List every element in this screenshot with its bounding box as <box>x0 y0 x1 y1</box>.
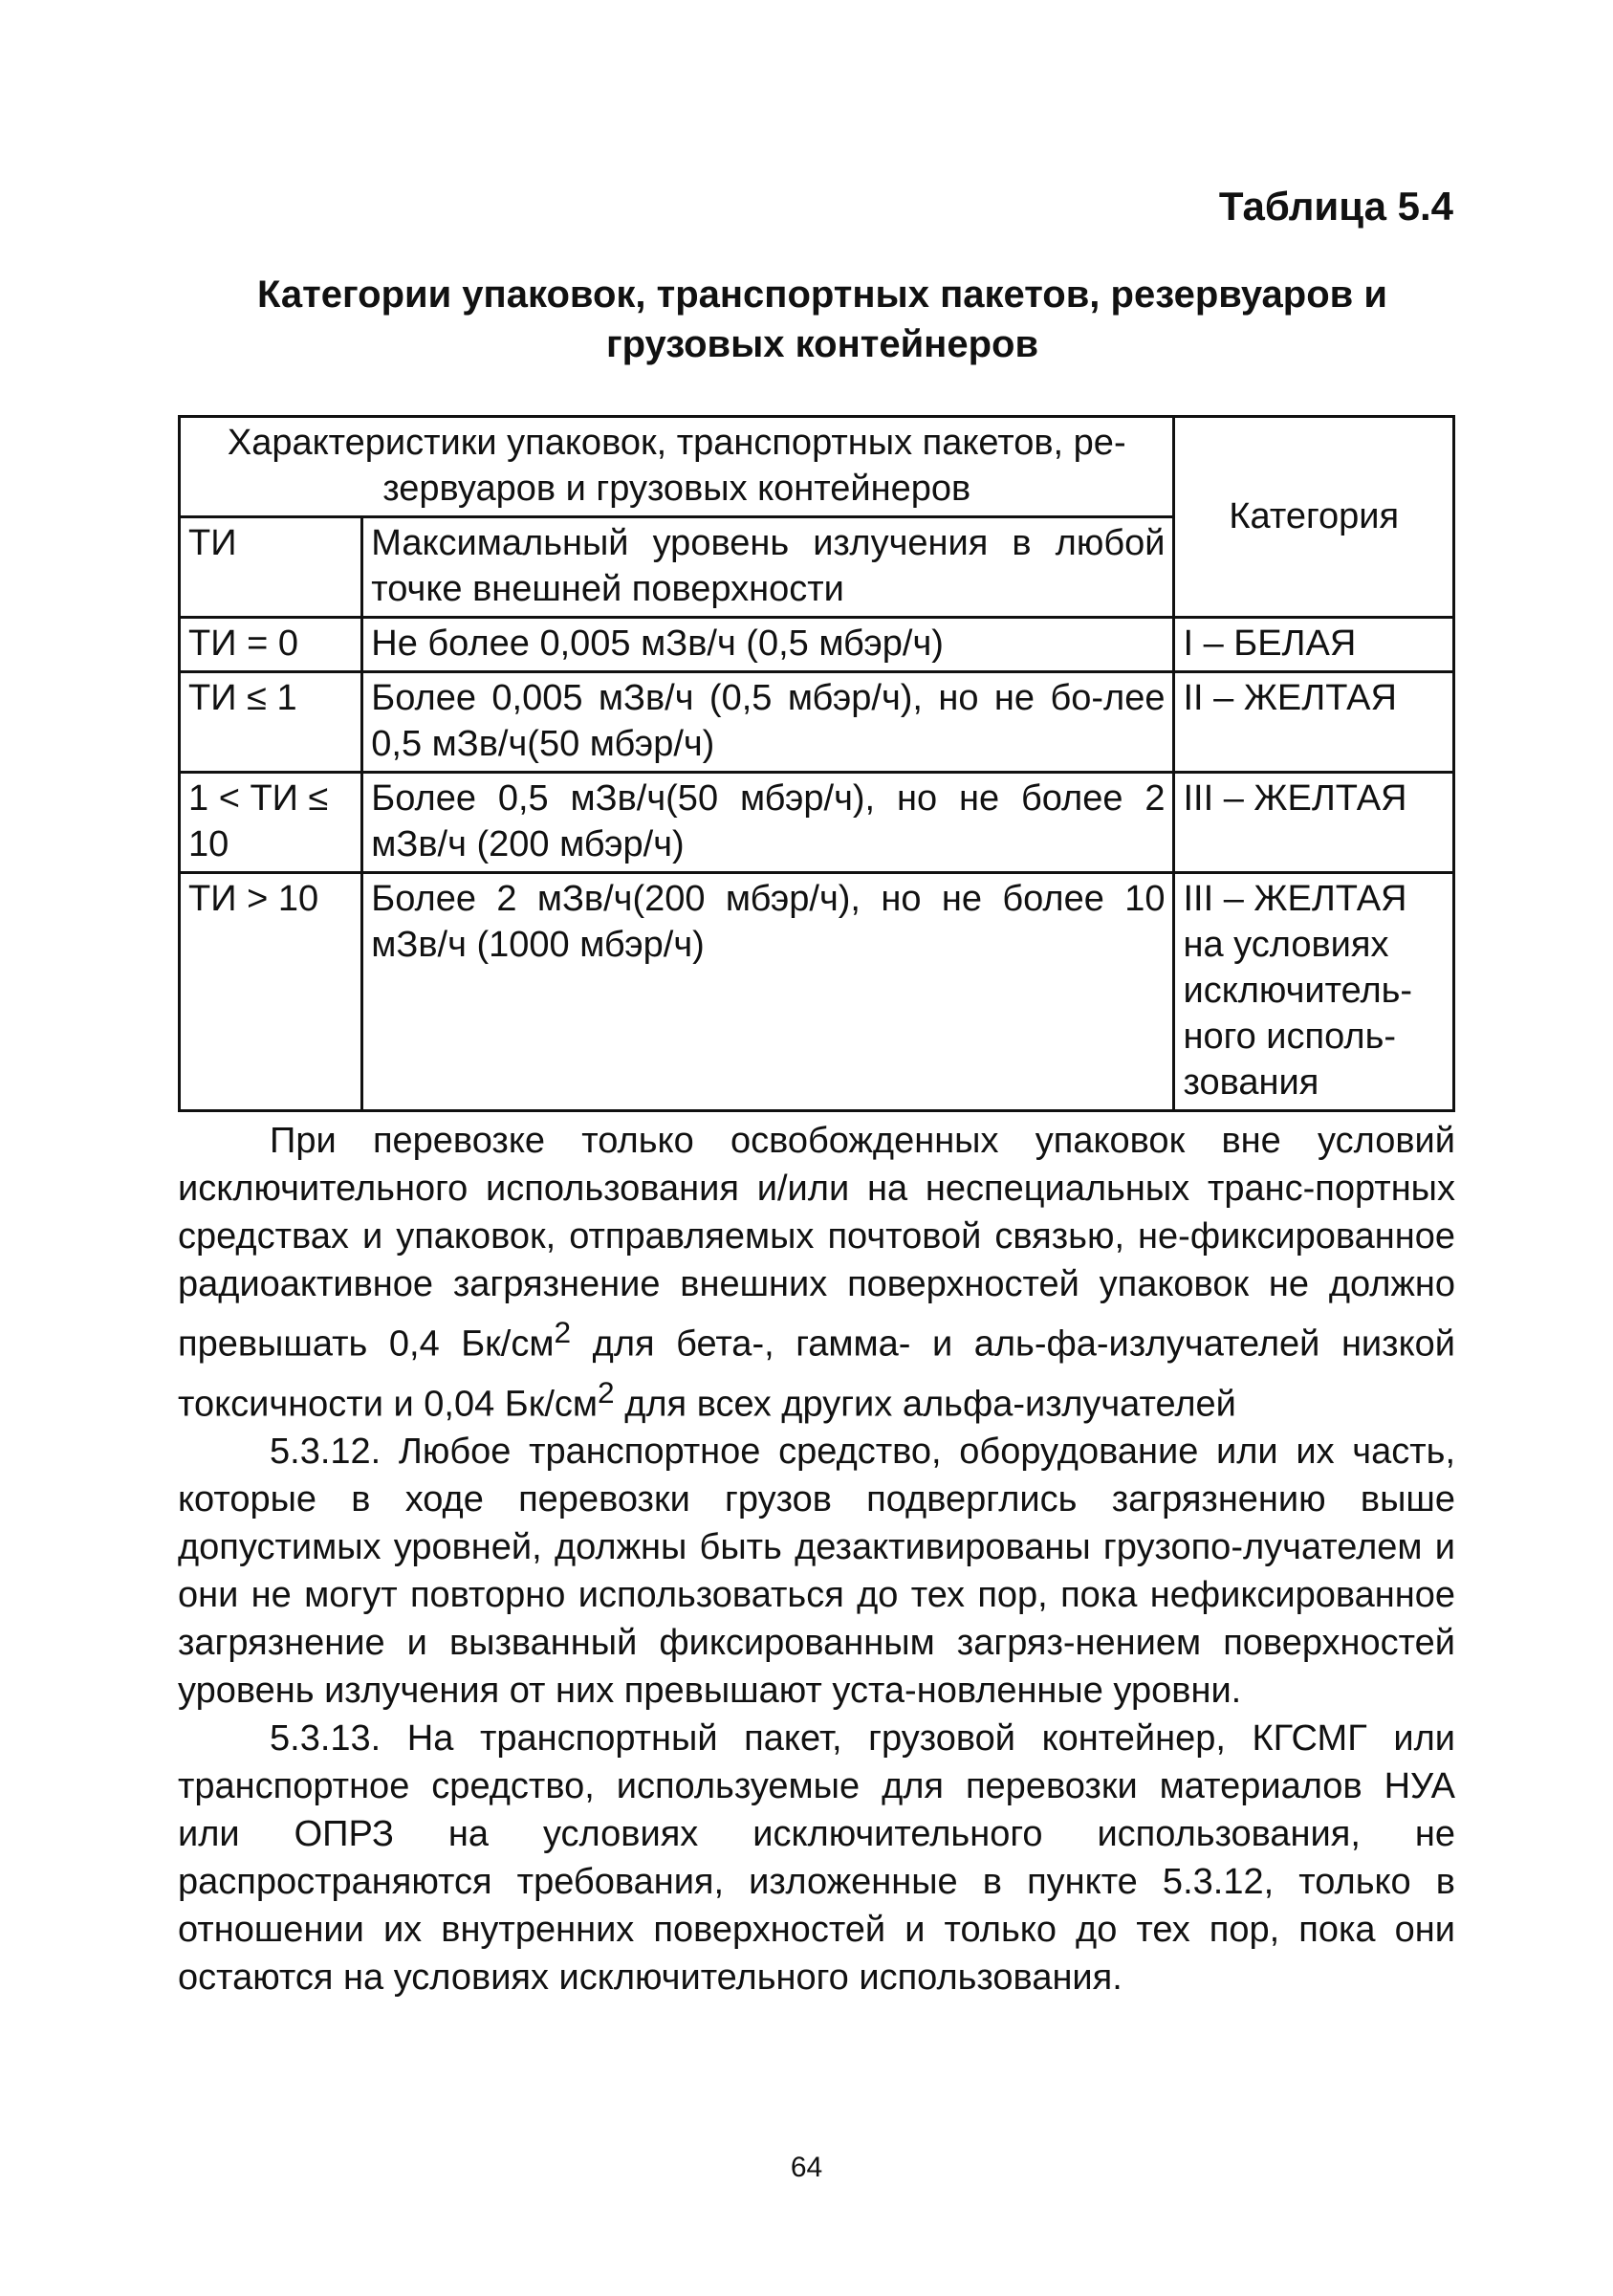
superscript: 2 <box>554 1315 572 1349</box>
header-radiation-level: Максимальный уровень излучения в любой точке внешней поверхности <box>362 517 1174 618</box>
cell-category: II – ЖЕЛТАЯ <box>1174 672 1454 773</box>
cell-radiation: Не более 0,005 мЗв/ч (0,5 мбэр/ч) <box>362 618 1174 672</box>
header-characteristics: Характеристики упаковок, транспортных пакетов, ре-зервуаров и грузовых контейнеров <box>180 417 1174 517</box>
header-ti: ТИ <box>180 517 362 618</box>
paragraph <box>178 1117 1455 1428</box>
paragraph: 5.3.13. На транспортный пакет, грузовой контейнер, КГСМГ или транспортное средство, используемые для перевозки материалов НУА или ОПРЗ на условиях исключительного использования, не распространяются требования, изложенные в пункте 5.3.12, только в отношении их внутренних поверхностей и только до тех пор, пока они остаются на условиях исключительного использования. <box>178 1718 1455 1999</box>
cell-radiation: Более 2 мЗв/ч(200 мбэр/ч), но не более 10 мЗв/ч (1000 мбэр/ч) <box>362 873 1174 1111</box>
table-caption: Категории упаковок, транспортных пакетов, резервуаров и грузовых контейнеров <box>257 273 1387 365</box>
cell-category: I – БЕЛАЯ <box>1174 618 1454 672</box>
table-row <box>180 773 1454 873</box>
table-number: Таблица 5.4 <box>1218 184 1453 229</box>
cell-radiation: Более 0,5 мЗв/ч(50 мбэр/ч), но не более 2 мЗв/ч (200 мбэр/ч) <box>362 773 1174 873</box>
paragraph-text: для всех других альфа-излучателей <box>614 1384 1236 1425</box>
table-header-row <box>180 417 1454 517</box>
superscript: 2 <box>598 1374 615 1410</box>
category-table <box>178 415 1455 1112</box>
paragraph-text: При перевозке только освобожденных упаковок вне условий исключительного использования и/или на неспециальных транс-портных средствах и упаковок, отправляемых почтовой связью, не-фиксированное радиоактивное загрязнение внешних поверхностей упаковок не должно превышать 0,4 Бк/см <box>178 1121 1455 1365</box>
header-category: Категория <box>1174 417 1454 618</box>
table-row <box>180 618 1454 672</box>
cell-ti: ТИ > 10 <box>180 873 362 1111</box>
page-number: 64 <box>790 2152 823 2183</box>
paragraph-text: для бета-, гамма- и аль-фа-излучателей низкой токсичности и 0,04 Бк/см <box>178 1323 1455 1425</box>
body-text <box>178 1117 1455 2001</box>
cell-category: III – ЖЕЛТАЯ <box>1174 773 1454 873</box>
cell-category: III – ЖЕЛТАЯ на условиях исключитель-ного исполь-зования <box>1174 873 1454 1111</box>
cell-ti: ТИ ≤ 1 <box>180 672 362 773</box>
paragraph: 5.3.12. Любое транспортное средство, оборудование или их часть, которые в ходе перевозки грузов подверглись загрязнению выше допустимых уровней, должны быть дезактивированы грузопо-лучателем и они не могут повторно использоваться до тех пор, пока нефиксированное загрязнение и вызванный фиксированным загряз-нением поверхностей уровень излучения от них превышают уста-новленные уровни. <box>178 1432 1455 1712</box>
table-row <box>180 873 1454 1111</box>
cell-ti: ТИ = 0 <box>180 618 362 672</box>
cell-radiation: Более 0,005 мЗв/ч (0,5 мбэр/ч), но не бо-лее 0,5 мЗв/ч(50 мбэр/ч) <box>362 672 1174 773</box>
table-row <box>180 672 1454 773</box>
cell-ti: 1 < ТИ ≤ 10 <box>180 773 362 873</box>
